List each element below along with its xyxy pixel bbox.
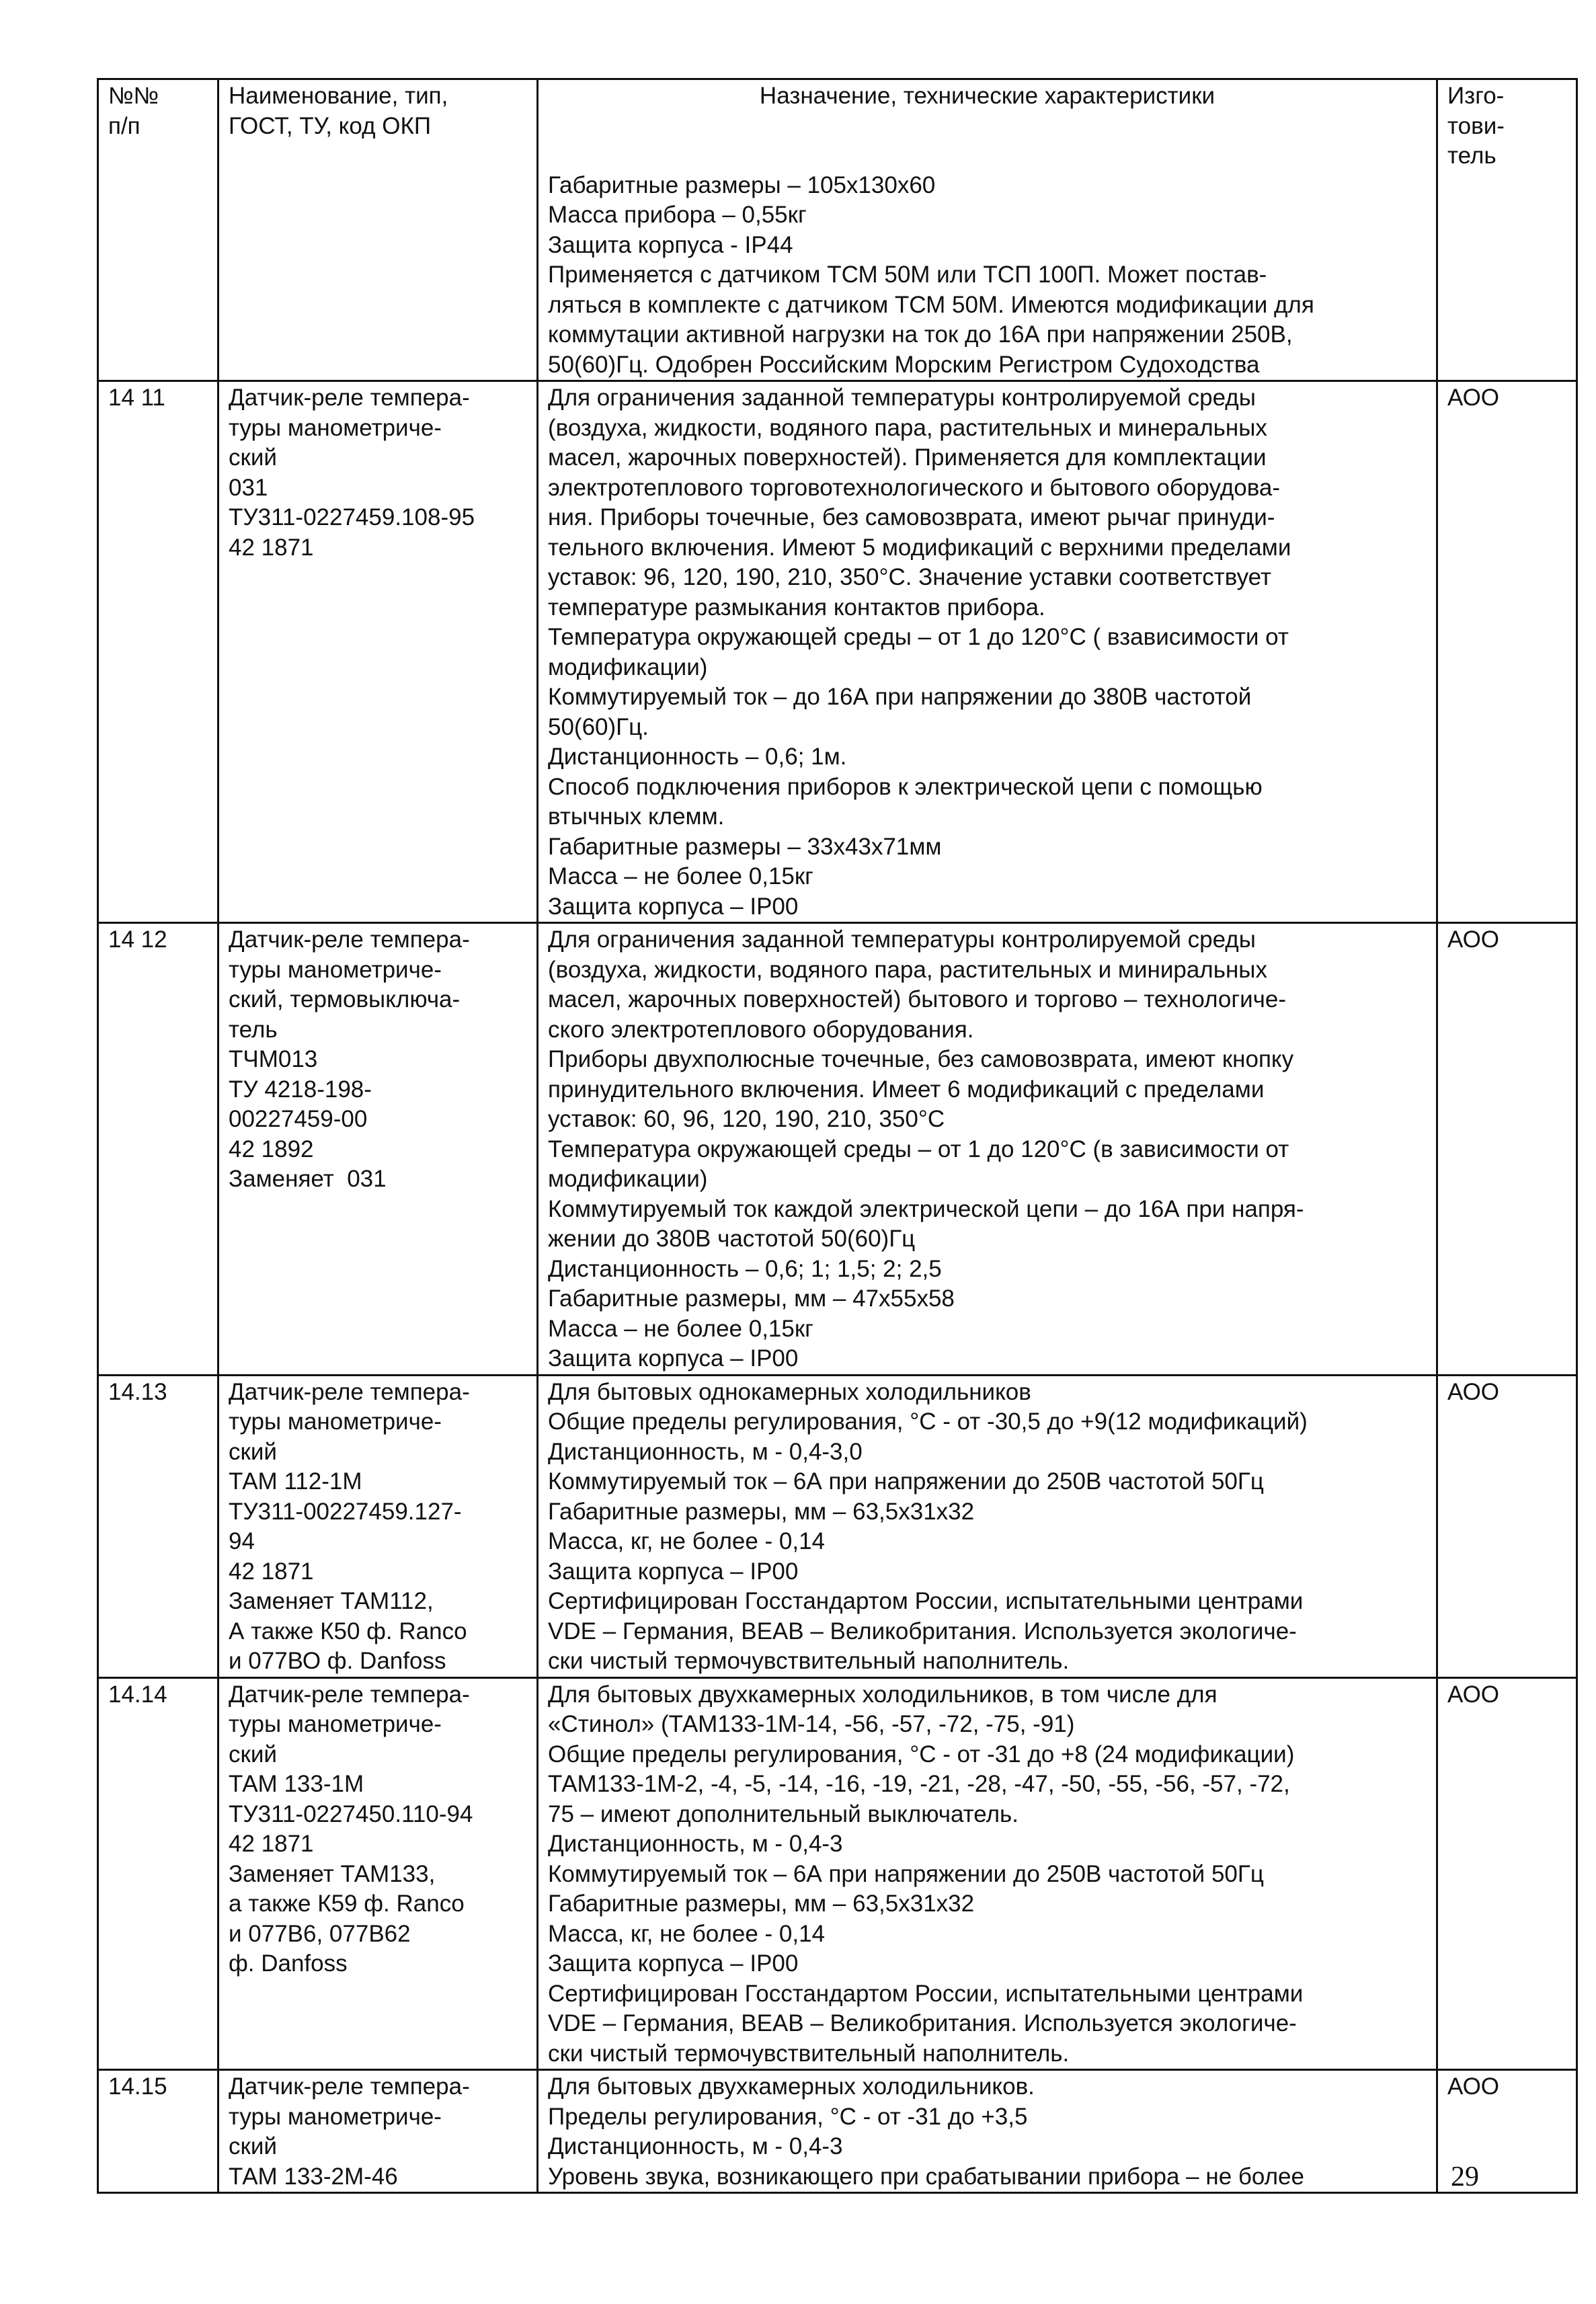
row-description-line: Сертифицирован Госстандартом России, испытательными центрами (548, 1588, 1304, 1614)
row-description-cell (538, 923, 1437, 1376)
continued-description-line: Габаритные размеры – 105х130х60 (548, 171, 936, 198)
table-row (98, 1677, 1577, 2070)
row-description-cell (538, 1375, 1437, 1677)
row-description-line: втычных клемм. (548, 803, 725, 830)
row-description-line: модификации) (548, 653, 708, 680)
row-description-line: 75 – имеют дополнительный выключатель. (548, 1800, 1019, 1827)
row-name-line: Датчик-реле темпера- (229, 1378, 470, 1405)
row-description-cell (538, 2070, 1437, 2193)
row-maker-cell (1437, 381, 1577, 923)
header-maker-line: Изго- (1447, 83, 1505, 109)
header-maker-line: тель (1447, 143, 1497, 169)
row-description-cell (538, 381, 1437, 923)
row-description-line: Общие пределы регулирования, °С - от -31 до +8 (24 модификации) (548, 1741, 1295, 1767)
row-description-line: Сертифицирован Госстандартом России, испытательными центрами (548, 1980, 1304, 2007)
row-name-line: ский (229, 2133, 277, 2159)
row-description-line: Коммутируемый ток – 6А при напряжении до 250В частотой 50Гц (548, 1860, 1264, 1887)
header-number-line: п/п (108, 112, 141, 139)
row-description-line: Дистанционность – 0,6; 1; 1,5; 2; 2,5 (548, 1255, 942, 1282)
row-description-line: уставок: 96, 120, 190, 210, 350°С. Значение уставки соответствует (548, 564, 1272, 590)
row-description-line: Дистанционность, м - 0,4-3 (548, 2133, 843, 2159)
row-name-cell (218, 1375, 538, 1677)
row-name-line: Заменяет ТАМ133, (229, 1860, 436, 1887)
row-description-line: Пределы регулирования, °С - от -31 до +3,5 (548, 2103, 1028, 2130)
row-description-line: Дистанционность – 0,6; 1м. (548, 744, 847, 770)
row-description-line: Коммутируемый ток – 6А при напряжении до 250В частотой 50Гц (548, 1468, 1264, 1495)
row-name-line: и 077ВО ф. Danfoss (229, 1648, 446, 1674)
row-description-line: жении до 380В частотой 50(60)Гц (548, 1226, 916, 1252)
row-description-line: принудительного включения. Имеет 6 модификаций с пределами (548, 1076, 1265, 1103)
row-name-line: ТУ311-0227459.108-95 (229, 504, 475, 530)
row-description-line: Коммутируемый ток – до 16А при напряжении до 380В частотой (548, 684, 1252, 710)
row-number: 14.15 (108, 2073, 167, 2100)
row-number-cell (98, 381, 218, 923)
row-name-line: 00227459-00 (229, 1106, 368, 1132)
row-description-line: ски чистый термочувствительный наполнитель. (548, 1648, 1070, 1674)
row-number-cell (98, 2070, 218, 2193)
row-description-line: Коммутируемый ток каждой электрической цепи – до 16А при напря- (548, 1195, 1304, 1222)
row-maker: АОО (1447, 385, 1500, 411)
row-name-line: Датчик-реле темпера- (229, 385, 470, 411)
row-description-line: масел, жарочных поверхностей) бытового и торгово – технологиче- (548, 986, 1287, 1012)
row-description-line: «Стинол» (ТАМ133-1М-14, -56, -57, -72, -75, -91) (548, 1711, 1075, 1737)
row-maker-cell (1437, 1375, 1577, 1677)
row-name-line: 94 (229, 1528, 255, 1554)
row-name-line: 031 (229, 474, 268, 501)
row-description-line: тельного включения. Имеют 5 модификаций с верхними пределами (548, 534, 1291, 561)
row-name-line: ф. Danfoss (229, 1950, 348, 1977)
row-description-line: Масса, кг, не более - 0,14 (548, 1920, 826, 1947)
row-name-line: ский (229, 1438, 277, 1465)
row-name-line: туры манометриче- (229, 1408, 442, 1435)
table-row (98, 1375, 1577, 1677)
row-number: 14 12 (108, 926, 167, 953)
row-name-cell (218, 381, 538, 923)
row-name-cell (218, 923, 538, 1376)
row-name-line: ский (229, 1741, 277, 1767)
row-name-line: туры манометриче- (229, 1711, 442, 1737)
continued-description (548, 171, 1427, 381)
row-maker-cell (1437, 923, 1577, 1376)
row-name-line: А также К50 ф. Ranco (229, 1618, 467, 1644)
row-name-line: а также К59 ф. Ranco (229, 1891, 465, 1917)
row-description-line: Общие пределы регулирования, °С - от -30,5 до +9(12 модификаций) (548, 1408, 1308, 1435)
row-name-line: 42 1871 (229, 534, 314, 561)
row-description-line: (воздуха, жидкости, водяного пара, растительных и минеральных (548, 414, 1267, 441)
row-description-line: Масса – не более 0,15кг (548, 1315, 813, 1342)
header-maker-cell (1437, 79, 1577, 381)
row-name-line: туры манометриче- (229, 2103, 442, 2130)
row-description-line: Для ограничения заданной температуры контролируемой среды (548, 385, 1256, 411)
row-maker-cell (1437, 1677, 1577, 2070)
header-name-cell (218, 79, 538, 381)
row-name-line: туры манометриче- (229, 956, 442, 983)
row-name-cell (218, 2070, 538, 2193)
row-description-line: Температура окружающей среды – от 1 до 120°С ( взависимости от (548, 624, 1289, 650)
header-name-line: Наименование, тип, (229, 83, 448, 109)
row-name-line: туры манометриче- (229, 414, 442, 441)
row-number-cell (98, 923, 218, 1376)
row-description-line: Для бытовых двухкамерных холодильников. (548, 2073, 1035, 2100)
table-row (98, 2070, 1577, 2193)
row-description-line: электротеплового торговотехнологического и бытового оборудова- (548, 474, 1281, 501)
row-description-line: Габаритные размеры – 33х43х71мм (548, 833, 942, 860)
row-maker: АОО (1447, 1378, 1500, 1405)
row-description-line: Дистанционность, м - 0,4-3,0 (548, 1438, 863, 1465)
table-row (98, 381, 1577, 923)
header-maker-line: тови- (1447, 112, 1505, 139)
continued-description-line: Масса прибора – 0,55кг (548, 202, 807, 228)
row-description-line: Габаритные размеры, мм – 63,5х31х32 (548, 1498, 975, 1525)
row-description-line: Габаритные размеры, мм – 63,5х31х32 (548, 1891, 975, 1917)
row-name-line: 42 1871 (229, 1831, 314, 1857)
row-description-line: (воздуха, жидкости, водяного пара, растительных и миниральных (548, 956, 1267, 983)
row-name-cell (218, 1677, 538, 2070)
continued-description-line: Применяется с датчиком ТСМ 50М или ТСП 100П. Может постав- (548, 262, 1267, 288)
row-name-line: тель (229, 1016, 278, 1043)
row-name-line: ТУ 4218-198- (229, 1076, 372, 1103)
row-description-line: ТАМ133-1М-2, -4, -5, -14, -16, -19, -21, -28, -47, -50, -55, -56, -57, -72, (548, 1771, 1290, 1797)
row-description-line: VDE – Германия, BEAB – Великобритания. Используется экологиче- (548, 2010, 1297, 2036)
row-number: 14.14 (108, 1681, 167, 1708)
header-description-title: Назначение, технические характеристики (759, 83, 1215, 109)
row-name-line: Датчик-реле темпера- (229, 926, 470, 953)
row-description-line: 50(60)Гц. (548, 713, 649, 740)
row-maker: АОО (1447, 926, 1500, 953)
row-description-cell (538, 1677, 1437, 2070)
row-name-line: ТЧМ013 (229, 1046, 318, 1072)
row-description-line: ния. Приборы точечные, без самовозврата, имеют рычаг принуди- (548, 504, 1275, 530)
row-name-line: 42 1892 (229, 1136, 314, 1162)
row-description-line: Масса, кг, не более - 0,14 (548, 1528, 826, 1554)
table-row (98, 923, 1577, 1376)
row-description-line: Защита корпуса – IP00 (548, 893, 799, 920)
row-name-line: ский (229, 444, 277, 471)
row-name-line: ТАМ 133-1М (229, 1771, 364, 1797)
row-description-line: модификации) (548, 1166, 708, 1192)
header-number-line: №№ (108, 83, 159, 109)
row-maker: АОО (1447, 1681, 1500, 1708)
specification-table (97, 78, 1578, 2194)
row-number-cell (98, 1375, 218, 1677)
row-name-line: ТУ311-00227459.127- (229, 1498, 462, 1525)
row-name-line: и 077В6, 077В62 (229, 1920, 411, 1947)
row-name-line: ТАМ 112-1М (229, 1468, 362, 1495)
row-description-line: Температура окружающей среды – от 1 до 120°С (в зависимости от (548, 1136, 1289, 1162)
row-name-line: Датчик-реле темпера- (229, 1681, 470, 1708)
row-description-line: Защита корпуса – IP00 (548, 1345, 799, 1372)
row-name-line: ТАМ 133-2М-46 (229, 2163, 398, 2190)
row-description-line: Приборы двухполюсные точечные, без самовозврата, имеют кнопку (548, 1046, 1294, 1072)
row-description-line: Уровень звука, возникающего при срабатывании прибора – не более (548, 2163, 1304, 2190)
row-description-line: Масса – не более 0,15кг (548, 863, 813, 889)
row-description-line: Для бытовых однокамерных холодильников (548, 1378, 1031, 1405)
page-number: 29 (1451, 2161, 1479, 2192)
header-number-cell (98, 79, 218, 381)
row-maker: АОО (1447, 2073, 1500, 2100)
table-header-row (98, 79, 1577, 381)
row-description-line: VDE – Германия, BEAB – Великобритания. Используется экологиче- (548, 1618, 1297, 1644)
row-name-line: ский, термовыключа- (229, 986, 461, 1012)
row-name-line: Заменяет ТАМ112, (229, 1588, 434, 1614)
row-name-line: Датчик-реле темпера- (229, 2073, 470, 2100)
row-description-line: Защита корпуса – IP00 (548, 1558, 799, 1585)
row-description-line: уставок: 60, 96, 120, 190, 210, 350°С (548, 1106, 945, 1132)
row-number-cell (98, 1677, 218, 2070)
row-name-line: ТУ311-0227450.110-94 (229, 1800, 473, 1827)
row-description-line: Дистанционность, м - 0,4-3 (548, 1831, 843, 1857)
row-number: 14 11 (108, 385, 165, 411)
row-description-line: ски чистый термочувствительный наполнитель. (548, 2040, 1070, 2067)
row-description-line: ского электротеплового оборудования. (548, 1016, 974, 1043)
row-name-line: Заменяет 031 (229, 1166, 387, 1192)
continued-description-line: коммутации активной нагрузки на ток до 16А при напряжении 250В, (548, 321, 1293, 348)
header-name-line: ГОСТ, ТУ, код ОКП (229, 112, 432, 139)
row-description-line: Для ограничения заданной температуры контролируемой среды (548, 926, 1256, 953)
row-description-line: Способ подключения приборов к электрической цепи с помощью (548, 773, 1263, 800)
continued-description-line: 50(60)Гц. Одобрен Российским Морским Регистром Судоходства (548, 351, 1260, 378)
row-description-line: масел, жарочных поверхностей). Применяется для комплектации (548, 444, 1267, 471)
header-description-cell (538, 79, 1437, 381)
row-description-line: Для бытовых двухкамерных холодильников, в том числе для (548, 1681, 1218, 1708)
row-description-line: Защита корпуса – IP00 (548, 1950, 799, 1977)
table-body (98, 381, 1577, 2193)
continued-description-line: Защита корпуса - IP44 (548, 231, 793, 258)
row-description-line: Габаритные размеры, мм – 47х55х58 (548, 1285, 955, 1312)
continued-description-line: ляться в комплекте с датчиком ТСМ 50М. Имеются модификации для (548, 291, 1314, 318)
row-name-line: 42 1871 (229, 1558, 314, 1585)
row-description-line: температуре размыкания контактов прибора. (548, 594, 1045, 621)
row-number: 14.13 (108, 1378, 167, 1405)
